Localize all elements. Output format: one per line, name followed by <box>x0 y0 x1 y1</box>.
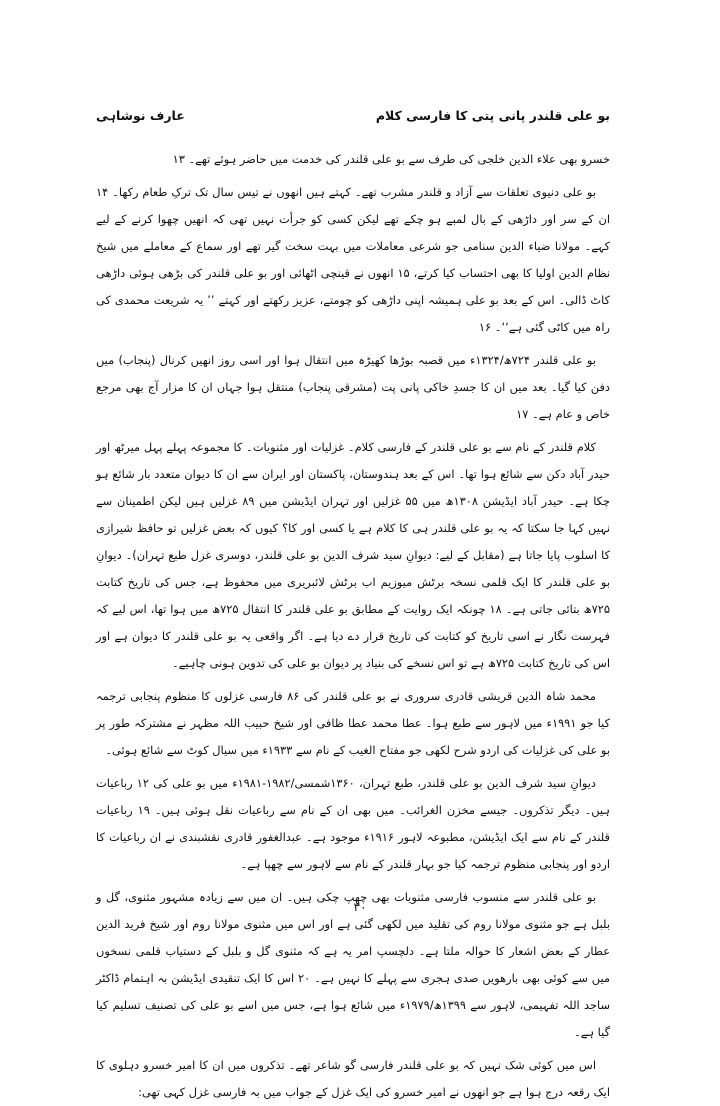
paragraph-5: محمد شاہ الدین قریشی قادری سروری نے بو علی قلندر کی ۸۶ فارسی غزلوں کا منظوم پنجابی ترجمہ کیا جو ۱۹۹۱ء میں لاہور سے طبع ہوا۔ عطا محمد عطا ظافی اور شیخ حبیب اللہ مظہر نے مشترکہ طور پر بو علی کی غزلیات کی اردو شرح لکھی جو مفتاح الغیب کے نام سے ۱۹۳۳ء میں سیال کوٹ سے شائع ہوئی۔ <box>96 689 611 757</box>
paragraph-4: کلام قلندر کے نام سے بو علی قلندر کے فارسی کلام۔ غزلیات اور مثنویات۔ کا مجموعہ پہلے پہل میرٹھ اور حیدر آباد دکن سے شائع ہوا تھا۔ اس کے بعد ہندوستان، پاکستان اور ایران سے ان کا دیوان متعدد بار شائع ہو چکا ہے۔ حیدر آباد ایڈیشن ۱۳۰۸ھ میں ۵۵ غزلیں اور تہران ایڈیشن میں ۸۹ غزلیں ہیں لیکن اطمینان سے نہیں کہا جا سکتا کہ یہ بو علی قلندر ہی کا کلام ہے یا کسی اور کا؟ کیوں کہ بعض غزلیں تو حافظ شیرازی کا اسلوب پایا جاتا ہے (مقابل کے لیے: دیوانِ سید شرف الدین بو علی قلندر، دوسری غزل طبع تہران)۔ دیوانِ بو علی قلندر کا ایک قلمی نسخہ برٹش میوزیم اب برٹش لائبریری میں محفوظ ہے، جس کی تاریخ کتابت ۷۲۵ھ بتائی جاتی ہے۔ ۱۸ چونکہ ایک روایت کے مطابق بو علی قلندر کا انتقال ۷۲۵ھ میں ہوا تھا، اس لیے کہ فہرست نگار نے اسی تاریخ کو کتابت کی تاریخ قرار دے دیا ہے۔ اگر واقعی یہ بو علی قلندر کا دیوان ہے اور اس کی تاریخ کتابت ۷۲۵ھ ہے تو اس نسخے کی بنیاد پر دیوان بو علی کی تدوین ہونی چاہیے۔ <box>96 440 610 670</box>
paragraph-7: بو علی قلندر سے منسوب فارسی مثنویات بھی چھپ چکی ہیں۔ ان میں سے زیادہ مشہور مثنوی، گل و بلبل ہے جو مثنوی مولانا روم کی تقلید میں لکھی گئی ہے اور اس میں مثنوی مولانا روم اور شیخ فرید الدین عطار کے بعض اشعار کا حوالہ ملتا ہے۔ دلچسپ امر یہ ہے کہ مثنوی گل و بلبل کے دستیاب قلمی نسخوں میں سے کوئی بھی بارھویں صدی ہجری سے پہلے کا نہیں ہے۔ ۲۰ اس کا ایک تنقیدی ایڈیشن بہ اہتمام ڈاکٹر ساجد اللہ تفہیمی، لاہور سے ۱۳۹۹ھ/۱۹۷۹ء میں شائع ہوا ہے، جس میں اسے بو علی کی تصنیف تسلیم کیا گیا ہے۔ <box>96 890 611 1039</box>
running-header <box>96 108 610 130</box>
paragraph-3: بو علی قلندر ۷۲۴ھ/۱۳۲۴ء میں قصبہ بوڑھا کھیڑہ میں انتقال ہوا اور اسی روز انھیں کرنال (پنجاب) میں دفن کیا گیا۔ بعد میں ان کا جسدِ خاکی پانی پت (مشرقی پنجاب) منتقل ہوا جہاں ان کا مزار آج بھی مرجع خاص و عام ہے۔ ۱۷ <box>96 353 610 421</box>
running-author: عارف نوشاہی <box>96 108 185 123</box>
body-text <box>96 146 611 1099</box>
running-title: بو علی قلندر پانی پتی کا فارسی کلام <box>375 108 610 123</box>
paragraph-8: اس میں کوئی شک نہیں کہ بو علی قلندر فارسی گو شاعر تھے۔ تذکروں میں ان کا امیر خسرو دہلوی کا ایک رقعہ درج ہوا ہے جو انھوں نے امیر خسرو کی ایک غزل کے جواب میں بہ فارسی غزل کہی تھی: <box>96 1058 610 1099</box>
paragraph-6: دیوانِ سید شرف الدین بو علی قلندر، طبع تہران، ۱۳۶۰شمسی/۱۹۸۲-۱۹۸۱ء میں بو علی کی ۱۲ رباعیات ہیں۔ دیگر تذکروں۔ جیسے مخزن الغرائب۔ میں بھی ان کے نام سے رباعیات نقل ہوئی ہیں۔ ۱۹ رباعیات قلندر کے نام سے ایک ایڈیشن، مطبوعہ لاہور ۱۹۱۶ء موجود ہے۔ عبدالغفور قادری نقشبندی نے ان رباعیات کا اردو اور پنجابی منظوم ترجمہ کیا جو بہار قلندر کے نام سے لاہور سے چھپا ہے۔ <box>96 776 610 871</box>
paragraph-1: خسرو بھی علاء الدین خلجی کی طرف سے بو علی قلندر کی خدمت میں حاضر ہوئے تھے۔ ۱۳ <box>172 152 610 166</box>
paragraph-2: بو علی دنیوی تعلقات سے آزاد و قلندر مشرب تھے۔ کہتے ہیں انھوں نے تیس سال تک ترکِ طعام رکھا۔ ۱۴ ان کے سر اور داڑھی کے بال لمبے ہو چکے تھے لیکن کسی کو جرأت نہیں تھی کہ انھیں چھوا کرنے کے لیے کہے۔ مولانا ضیاء الدین سنامی جو شرعی معاملات میں بہت سخت گیر تھے اور سماع کے معاملے میں شیخ نظام الدین اولیا کا بھی احتساب کیا کرتے، ۱۵ انھوں نے قینچی اٹھائی اور بو علی قلندر کی بڑھی ہوئی داڑھی کاٹ ڈالی۔ اس کے بعد بو علی ہمیشہ اپنی داڑھی کو چومتے، عزیز رکھتے اور کہتے ’’ یہ شریعت محمدی کی راہ میں کاٹی گئی ہے‘‘۔ ۱۶ <box>96 185 610 334</box>
page-number: ۳۰ <box>353 900 367 914</box>
